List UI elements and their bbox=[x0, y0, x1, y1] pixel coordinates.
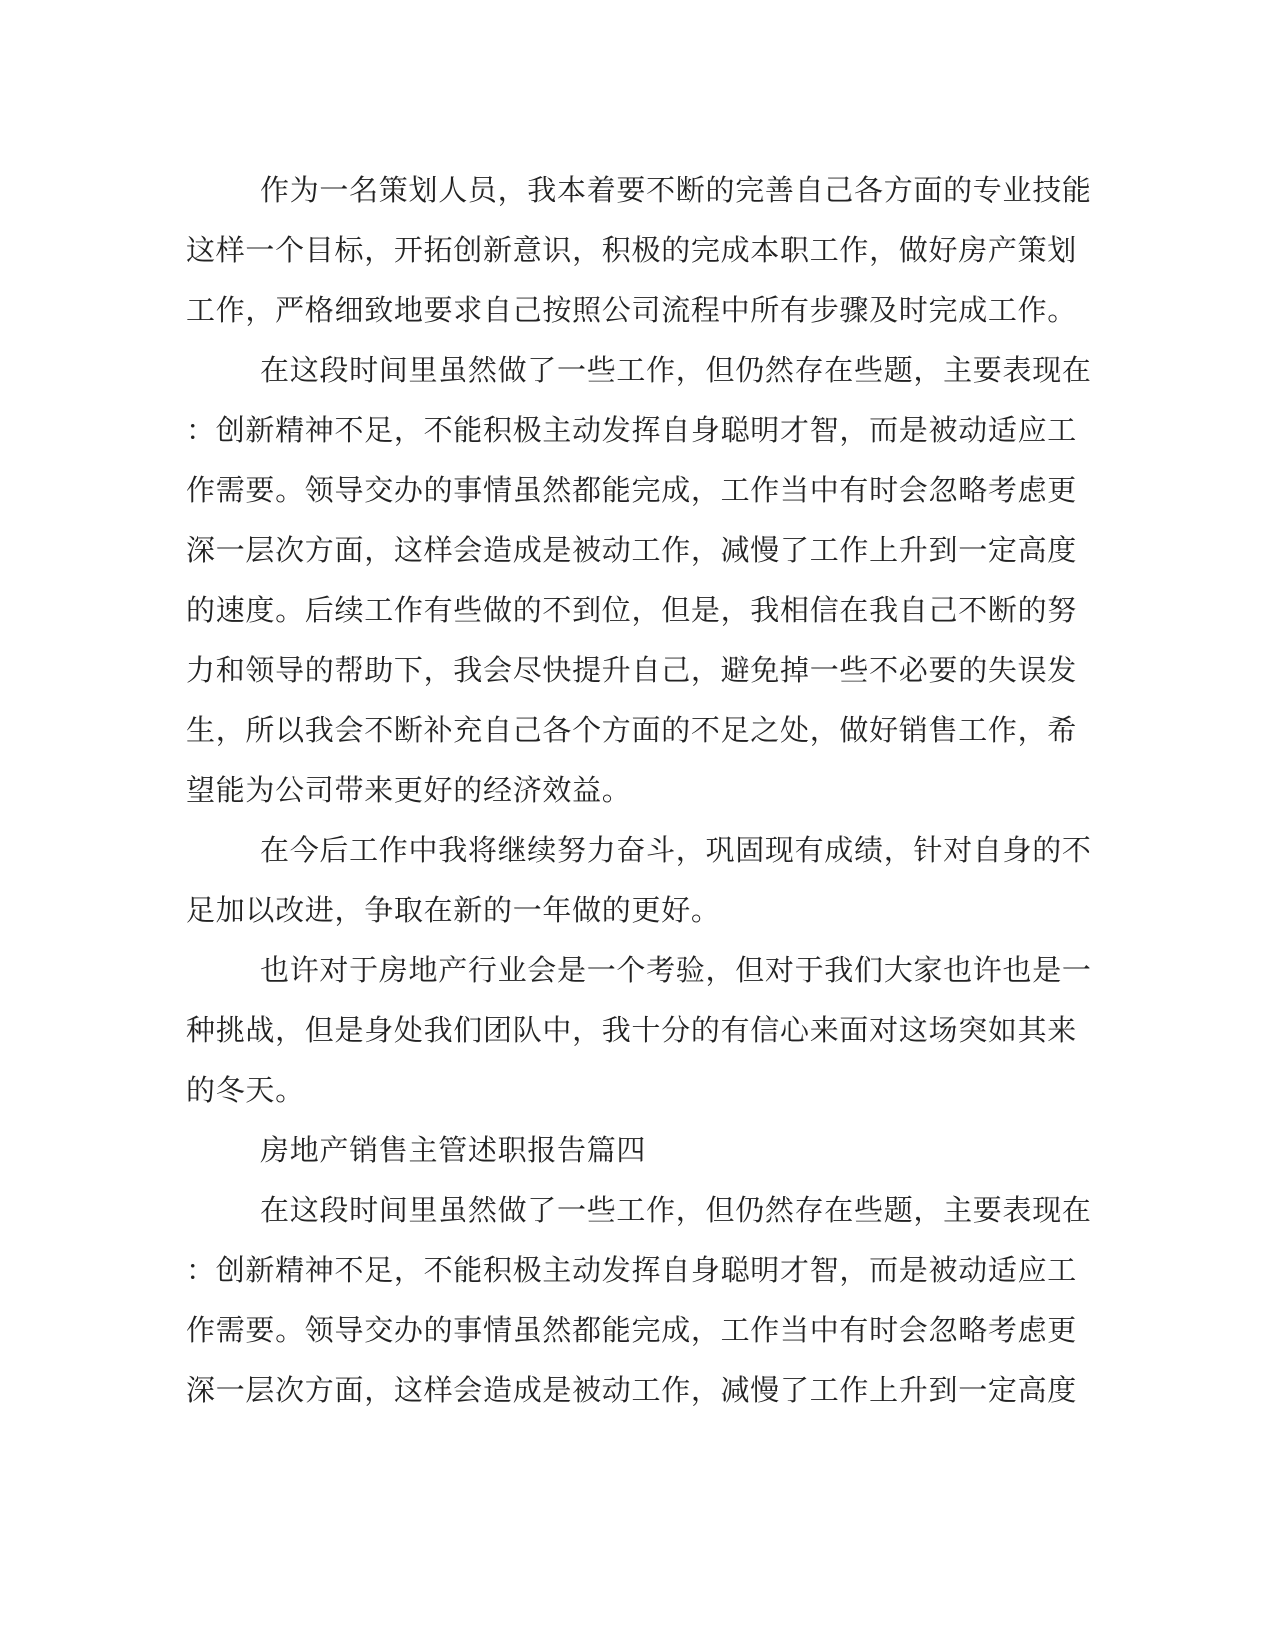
section-heading-text: 房地产销售主管述职报告篇四 bbox=[260, 1133, 647, 1167]
paragraph bbox=[186, 940, 1092, 1120]
text-line: 足加以改进，争取在新的一年做的更好。 bbox=[186, 893, 721, 927]
text-line: 在这段时间里虽然做了一些工作，但仍然存在些题，主要表现在 bbox=[260, 1193, 1092, 1227]
text-line: 作为一名策划人员，我本着要不断的完善自己各方面的专业技能 bbox=[260, 173, 1092, 207]
paragraph bbox=[186, 1180, 1092, 1420]
text-line: ：创新精神不足，不能积极主动发挥自身聪明才智，而是被动适应工 bbox=[186, 413, 1078, 447]
text-line: 作需要。领导交办的事情虽然都能完成，工作当中有时会忽略考虑更 bbox=[186, 473, 1078, 507]
text-line: 望能为公司带来更好的经济效益。 bbox=[186, 773, 632, 807]
paragraph bbox=[186, 160, 1092, 340]
text-line: 种挑战，但是身处我们团队中，我十分的有信心来面对这场突如其来 bbox=[186, 1013, 1078, 1047]
text-line: ：创新精神不足，不能积极主动发挥自身聪明才智，而是被动适应工 bbox=[186, 1253, 1078, 1287]
text-line: 也许对于房地产行业会是一个考验，但对于我们大家也许也是一 bbox=[260, 953, 1092, 987]
paragraph bbox=[186, 340, 1092, 820]
text-line: 这样一个目标，开拓创新意识，积极的完成本职工作，做好房产策划 bbox=[186, 233, 1078, 267]
text-line: 生，所以我会不断补充自己各个方面的不足之处，做好销售工作，希 bbox=[186, 713, 1078, 747]
section-heading bbox=[186, 1120, 1066, 1180]
text-line: 在今后工作中我将继续努力奋斗，巩固现有成绩，针对自身的不 bbox=[260, 833, 1092, 867]
text-line: 在这段时间里虽然做了一些工作，但仍然存在些题，主要表现在 bbox=[260, 353, 1092, 387]
text-line: 工作，严格细致地要求自己按照公司流程中所有步骤及时完成工作。 bbox=[186, 293, 1078, 327]
document-body bbox=[186, 160, 1092, 1420]
text-line: 的速度。后续工作有些做的不到位，但是，我相信在我自己不断的努 bbox=[186, 593, 1078, 627]
text-line: 力和领导的帮助下，我会尽快提升自己，避免掉一些不必要的失误发 bbox=[186, 653, 1078, 687]
text-line: 的冬天。 bbox=[186, 1073, 305, 1107]
text-line: 作需要。领导交办的事情虽然都能完成，工作当中有时会忽略考虑更 bbox=[186, 1313, 1078, 1347]
paragraph bbox=[186, 820, 1092, 940]
text-line: 深一层次方面，这样会造成是被动工作，减慢了工作上升到一定高度 bbox=[186, 1373, 1078, 1407]
text-line: 深一层次方面，这样会造成是被动工作，减慢了工作上升到一定高度 bbox=[186, 533, 1078, 567]
